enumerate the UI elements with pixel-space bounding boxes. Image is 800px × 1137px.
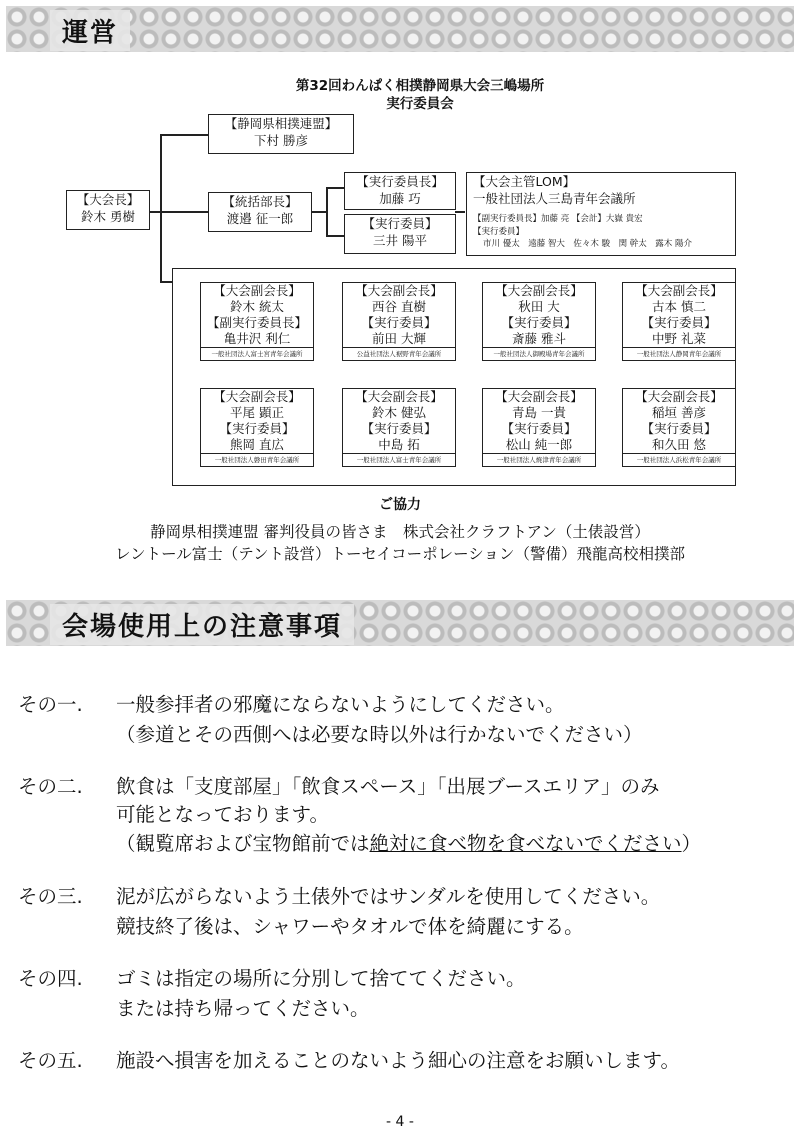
connector (326, 235, 344, 237)
note-line (116, 829, 701, 859)
connector (310, 211, 326, 213)
note-line: ゴミは指定の場所に分別して捨ててください。 (116, 967, 526, 990)
chapter-name: 一般社団法人磐田青年会議所 (214, 456, 300, 464)
vice-president-name: 青島 一貴 (512, 405, 566, 420)
vice-president-box (622, 388, 736, 467)
vice-president-name: 鈴木 統太 (230, 299, 284, 314)
note-line: 施設へ損害を加えることのないよう細心の注意をお願いします。 (116, 1049, 680, 1072)
vice-president-role: 【大会副会長】 (355, 283, 443, 298)
vice-president-name: 秋田 大 (518, 299, 560, 314)
vice-president-box (200, 282, 314, 361)
vice-president-box (342, 282, 456, 361)
lom-line1: 【副実行委員長】加藤 亮 【会計】大嶽 貴宏 (473, 214, 643, 224)
committee-role: 【実行委員】 (641, 315, 717, 330)
connector (326, 187, 328, 235)
note-line: 泥が広がらないよう土俵外ではサンダルを使用してください。 (116, 885, 661, 908)
vice-president-box (482, 388, 596, 467)
note-number: その三. (18, 885, 83, 908)
note-number: その二. (18, 775, 83, 798)
cooperation-heading: ご協力 (379, 497, 421, 513)
vice-president-role: 【大会副会長】 (213, 389, 301, 404)
director-name: 渡邉 征一郎 (226, 211, 294, 226)
connector (160, 134, 162, 282)
cooperation-line-2: レントール富士（テント設営）トーセイコーポレーション（警備）飛龍高校相撲部 (114, 545, 685, 563)
note-line: または持ち帰ってください。 (116, 997, 370, 1020)
committee-name: 中島 拓 (378, 437, 420, 452)
chapter-name: 一般社団法人焼津青年会議所 (496, 456, 582, 464)
operation-title: 運営 (50, 10, 130, 51)
chapter-name: 一般社団法人御殿場青年会議所 (493, 350, 585, 358)
federation-box (208, 114, 354, 154)
committee-role: 【実行委員】 (361, 315, 437, 330)
note-line: 可能となっております。 (116, 803, 329, 826)
vice-president-role: 【大会副会長】 (495, 283, 583, 298)
note-number: その五. (18, 1049, 83, 1072)
federation-role: 【静岡県相撲連盟】 (224, 116, 338, 131)
note-number: その四. (18, 967, 83, 990)
connector (160, 281, 172, 283)
lom-box (466, 172, 736, 256)
chapter-name: 一般社団法人富士青年会議所 (356, 456, 442, 464)
chapter-name: 一般社団法人静岡青年会議所 (636, 350, 722, 358)
vice-president-box (200, 388, 314, 467)
committee-role: 【実行委員】 (219, 421, 295, 436)
vice-president-role: 【大会副会長】 (495, 389, 583, 404)
vice-president-box (342, 388, 456, 467)
president-role: 【大会長】 (76, 192, 140, 207)
page-number: - 4 - (386, 1114, 414, 1130)
vice-president-name: 西谷 直樹 (372, 299, 426, 314)
vice-president-name: 平尾 顕正 (230, 405, 284, 420)
committee-name: 和久田 悠 (652, 437, 706, 452)
committee-name: 松山 純一郎 (505, 437, 573, 452)
note-line: （参道とその西側へは必要な時以外は行かないでください） (116, 723, 643, 746)
chart-subtitle: 実行委員会 (386, 96, 454, 112)
lom-role: 【大会主管LOM】 (473, 174, 576, 189)
member-box (344, 214, 456, 254)
chapter-name: 公益社団法人裾野青年会議所 (356, 350, 442, 358)
connector (160, 134, 208, 136)
lom-line2: 【実行委員】 (473, 227, 525, 237)
chapter-name: 一般社団法人富士宮青年会議所 (211, 350, 303, 358)
committee-name: 前田 大輝 (372, 331, 426, 346)
connector (326, 187, 344, 189)
committee-role: 【実行委員】 (501, 421, 577, 436)
cooperation-line-1: 静岡県相撲連盟 審判役員の皆さま 株式会社クラフトアン（土俵設営） (150, 523, 650, 541)
vice-president-box (482, 282, 596, 361)
operation-banner (6, 6, 794, 52)
lom-line3: 市川 優太 遠藤 智大 佐々木 駿 関 幹太 露木 陽介 (483, 239, 693, 249)
committee-role: 【実行委員】 (361, 421, 437, 436)
director-role: 【統括部長】 (222, 194, 298, 209)
committee-name: 中野 礼菜 (652, 331, 706, 346)
member-role: 【実行委員】 (362, 216, 438, 231)
committee-role: 【実行委員】 (501, 315, 577, 330)
chairman-name: 加藤 巧 (379, 191, 421, 206)
chart-title: 第32回わんぱく相撲静岡県大会三嶋場所 (295, 78, 545, 94)
federation-name: 下村 勝彦 (254, 133, 308, 148)
chairman-role: 【実行委員長】 (356, 174, 444, 189)
chairman-box (344, 172, 456, 210)
note-line: 競技終了後は、シャワーやタオルで体を綺麗にする。 (116, 915, 584, 938)
vice-president-box (622, 282, 736, 361)
note-number: その一. (18, 693, 83, 716)
director-box (208, 192, 312, 232)
vice-president-name: 稲垣 善彦 (652, 405, 706, 420)
connector (160, 211, 208, 213)
vice-president-role: 【大会副会長】 (355, 389, 443, 404)
committee-name: 斎藤 雅斗 (512, 331, 566, 346)
note-emphasis: 絶対に食べ物を食べないでください (369, 832, 682, 855)
lom-org: 一般社団法人三島青年会議所 (473, 191, 636, 206)
chapter-name: 一般社団法人浜松青年会議所 (636, 456, 722, 464)
member-name: 三井 陽平 (373, 233, 427, 248)
vice-president-role: 【大会副会長】 (635, 389, 723, 404)
committee-role: 【実行委員】 (641, 421, 717, 436)
president-name: 鈴木 勇樹 (81, 209, 135, 224)
committee-name: 亀井沢 利仁 (223, 331, 291, 346)
note-text: （観覧席および宝物館前では (116, 832, 370, 855)
note-line: 一般参拝者の邪魔にならないようにしてください。 (116, 693, 565, 716)
president-box (66, 190, 150, 230)
committee-name: 熊岡 直広 (230, 437, 284, 452)
vice-president-role: 【大会副会長】 (635, 283, 723, 298)
notes-banner (6, 600, 794, 646)
vice-president-role: 【大会副会長】 (213, 283, 301, 298)
vice-president-name: 鈴木 健弘 (372, 405, 426, 420)
connector (455, 211, 465, 213)
note-text: ） (681, 832, 702, 855)
notes-title: 会場使用上の注意事項 (50, 604, 354, 645)
note-line: 飲食は「支度部屋」「飲食スペース」「出展ブースエリア」のみ (116, 775, 660, 798)
committee-role: 【副実行委員長】 (206, 315, 307, 330)
vice-president-name: 古本 慎二 (652, 299, 706, 314)
